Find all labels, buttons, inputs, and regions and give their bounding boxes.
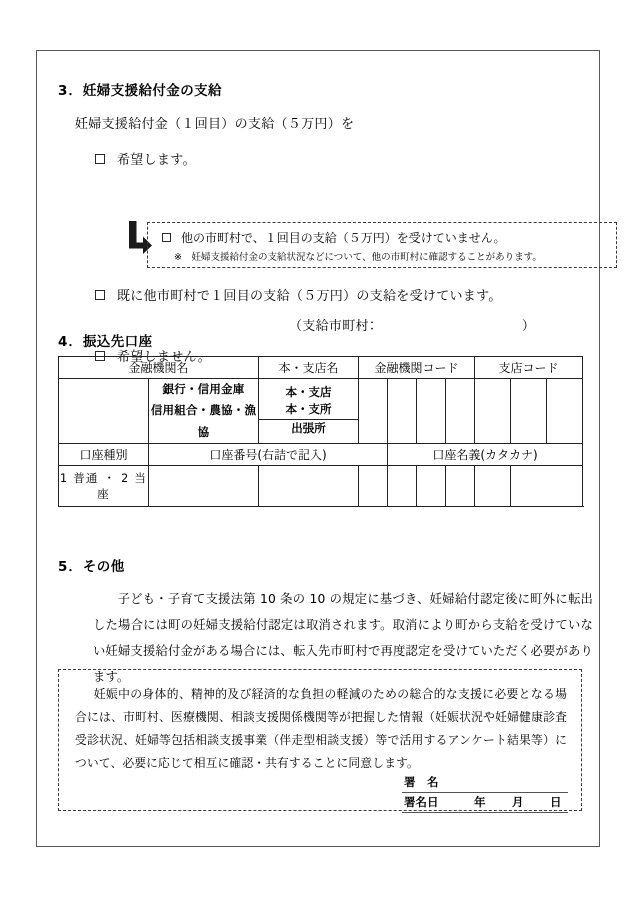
section-5-body-text: 子ども・子育て支援法第 10 条の 10 の規定に基づき、妊婦給付認定後に町外に転出した場合には町の妊婦支援給付認定は取消されます。取消により町から支給を受けていない妊婦支援給付金がある場合には、転入先市町村で再度認定を受けていただく必要があります。: [93, 592, 593, 684]
consent-text: 妊娠中の身体的、精神的及び経済的な負担の軽減のための総合的な支援に必要となる場合には、市町村、医療機関、相談支援関係機関等が把握した情報（妊娠状況や妊婦健康診査受診状況、妊婦等包括相談支援事業（伴走型相談支援）等で活用するアンケート結果等）について、必要に応じて相互に確認・共有することに同意します。: [75, 687, 567, 770]
branch-kind-3: 出張所: [291, 421, 326, 436]
cell-account-number-5[interactable]: [417, 465, 446, 506]
cell-account-holder-input[interactable]: [511, 465, 583, 506]
cell-bank-code-4[interactable]: [446, 379, 475, 444]
sub-condition-checkbox-row[interactable]: [162, 229, 505, 246]
signature-name-label: 署 名: [404, 775, 439, 789]
form-page-frame: [36, 50, 600, 847]
cell-account-number-7[interactable]: [475, 465, 511, 506]
section-5-title: その他: [82, 559, 125, 575]
signature-name-row[interactable]: [402, 773, 568, 793]
sub-condition-note-box: [147, 222, 617, 268]
section-4-title: 振込先口座: [82, 334, 153, 350]
checkbox-not-received-icon[interactable]: [162, 233, 171, 242]
bank-account-table: [58, 356, 583, 507]
th-account-type: 口座種別: [59, 443, 149, 465]
institution-kind-2: 信用組合・農協・漁協: [150, 403, 257, 439]
section-4-number: 4．: [58, 334, 83, 350]
cell-account-number-1[interactable]: [149, 465, 259, 506]
branch-kind-2: 本・支所: [259, 401, 358, 420]
table-row-header1: [59, 357, 583, 379]
option-already-received-row[interactable]: [95, 285, 502, 304]
th-bank-code: 金融機関コード: [359, 357, 475, 379]
sub-condition-asterisk-note: ※ 妊婦支援給付金の支給状況などについて、他の市町村に確認することがあります。: [174, 252, 542, 263]
cell-account-number-2[interactable]: [259, 465, 359, 506]
table-row-inputs1: [59, 379, 583, 444]
sub-condition-label: 他の市町村で、１回目の支給（５万円）を受けていません。: [181, 231, 506, 245]
cell-bank-code-3[interactable]: [417, 379, 446, 444]
section-4-heading: [58, 330, 152, 350]
table-row-inputs2: [59, 465, 583, 506]
signature-month-label: 月: [512, 795, 524, 809]
table-row-header2: [59, 443, 583, 465]
institution-kind-1: 銀行・信用金庫: [162, 382, 245, 396]
consent-agreement-box: [58, 669, 582, 811]
municipality-input-line[interactable]: （支給市町村： ）: [289, 319, 536, 334]
signature-area: [402, 773, 568, 813]
branch-kind-1: 本・支店: [285, 384, 332, 399]
section-3-heading: [58, 79, 222, 99]
section-5-heading: [58, 555, 125, 575]
cell-account-number-3[interactable]: [359, 465, 388, 506]
th-account-number: 口座番号(右詰で記入): [149, 443, 388, 465]
th-institution-name: 金融機関名: [59, 357, 259, 379]
cell-branch-code-1[interactable]: [475, 379, 511, 444]
cell-institution-kinds: [149, 379, 259, 444]
form-page-content: [37, 51, 599, 846]
th-account-holder: 口座名義(カタカナ): [388, 443, 583, 465]
option-already-received-label: 既に他市町村で１回目の支給（５万円）の支給を受けています。: [117, 289, 502, 304]
cell-account-number-4[interactable]: [388, 465, 417, 506]
section-5-number: 5．: [58, 559, 83, 575]
th-branch-code: 支店コード: [475, 357, 583, 379]
cell-account-type-options[interactable]: 1 普通 ・ 2 当座: [59, 465, 149, 506]
checkbox-request-icon[interactable]: [95, 154, 105, 164]
signature-date-label: 署名日: [404, 795, 439, 809]
signature-year-label: 年: [474, 795, 486, 809]
cell-institution-name-input[interactable]: [59, 379, 149, 444]
section-3-lead-text: 妊婦支援給付金（１回目）の支給（５万円）を: [75, 117, 355, 132]
signature-date-row[interactable]: [402, 793, 568, 813]
signature-day-label: 日: [550, 795, 562, 809]
option-request-row[interactable]: [95, 149, 196, 168]
cell-branch-kinds[interactable]: [259, 379, 359, 444]
cell-branch-code-2[interactable]: [511, 379, 547, 444]
option-decline-label: 希望しません。: [117, 350, 211, 365]
th-branch-name: 本・支店名: [259, 357, 359, 379]
section-3-title: 妊婦支援給付金の支給: [82, 83, 222, 99]
cell-account-number-6[interactable]: [446, 465, 475, 506]
option-request-label: 希望します。: [117, 153, 196, 168]
section-3-number: 3．: [58, 83, 83, 99]
cell-bank-code-1[interactable]: [359, 379, 388, 444]
checkbox-already-received-icon[interactable]: [95, 290, 105, 300]
cell-branch-code-3[interactable]: [547, 379, 583, 444]
cell-bank-code-2[interactable]: [388, 379, 417, 444]
